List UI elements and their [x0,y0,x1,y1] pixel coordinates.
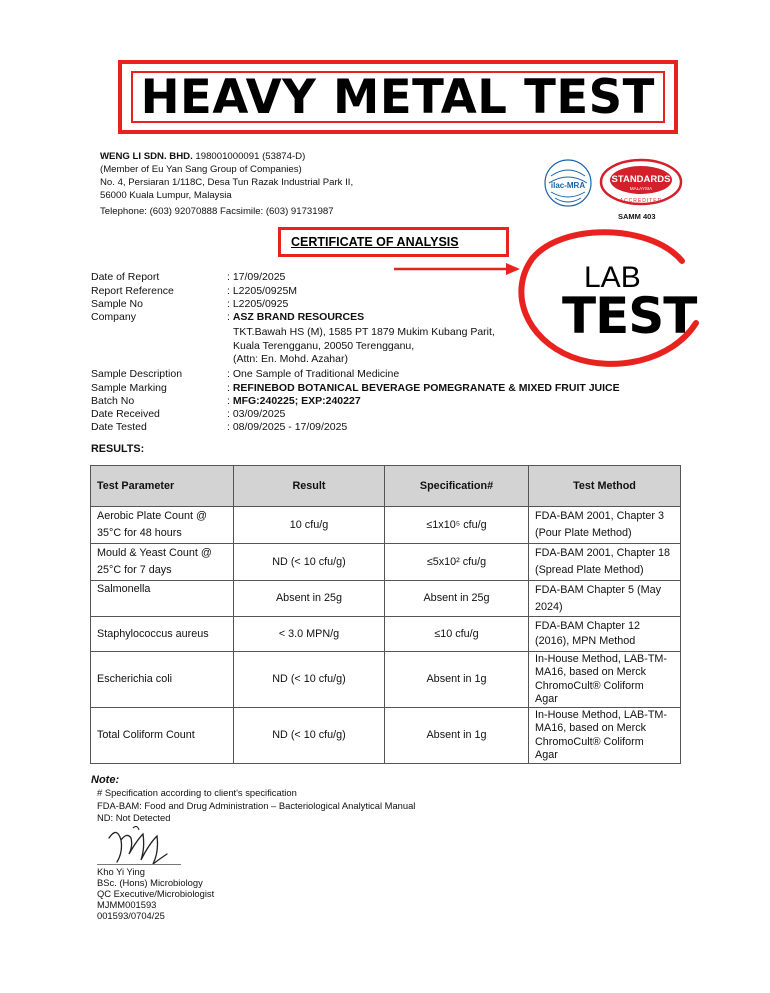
cell-text: ChromoCult® Coliform [535,679,644,692]
cell-spec: ≤5x10² cfu/g [385,544,529,581]
info-value [227,382,620,395]
results-label: RESULTS: [91,443,145,455]
info-label: Batch No [91,395,135,407]
arrow-right-icon [392,258,522,280]
lab-address-1: No. 4, Persiaran 1/118C, Desa Tun Razak Industrial Park II, [100,177,354,188]
cell-text: FDA-BAM Chapter 5 (May [535,583,661,596]
info-label: Date Received [91,408,160,420]
header-result: Result [234,466,385,507]
cell-text: 2024) [535,600,563,613]
title-banner [118,60,678,134]
cell-parameter [91,544,234,581]
certificate-title: CERTIFICATE OF ANALYSIS [291,235,459,249]
standards-malaysia-logo [598,158,684,210]
samm-number: SAMM 403 [618,212,656,221]
cell-method [529,507,681,544]
cell-text: 35°C for 48 hours [97,527,182,539]
results-table [90,465,681,764]
company-name: ASZ BRAND RESOURCES [232,311,365,323]
lab-header [100,150,353,218]
note-line: # Specification according to client's specification [97,787,297,798]
cell-text: 25°C for 7 days [97,564,172,576]
cell-method [529,708,681,764]
cell-method [529,581,681,617]
lab-registration: 198001000091 (53874-D) [192,151,306,162]
cell-text: FDA-BAM 2001, Chapter 18 [535,547,671,559]
table-row [91,581,681,617]
lab-name: WENG LI SDN. BHD. [100,151,193,162]
cell-text: (Spread Plate Method) [535,564,644,576]
cell-result: ND (< 10 cfu/g) [234,544,385,581]
standards-title: STANDARDS [611,174,671,185]
info-label: Sample Marking [91,382,167,394]
cell-result: 10 cfu/g [234,507,385,544]
info-value: : L2205/0925 [227,298,289,310]
signatory-title: QC Executive/Microbiologist [97,888,215,899]
info-label: Date Tested [91,421,147,433]
cell-method [529,617,681,652]
lab-test-stamp-test: TEST [562,287,697,345]
signatory-id-1: MJMM001593 [97,899,157,910]
cell-text: In-House Method, LAB-TM- [535,652,668,665]
info-label: Company [91,311,136,323]
title-banner-inner-border [131,71,665,123]
lab-name-line [100,150,353,163]
signatory-degree: BSc. (Hons) Microbiology [97,877,203,888]
info-colon: : [227,311,233,323]
cell-result: < 3.0 MPN/g [234,617,385,652]
cell-text: (Pour Plate Method) [535,527,632,539]
signatory-name: Kho Yi Ying [97,866,145,877]
info-colon: : [227,382,233,394]
cell-parameter [91,507,234,544]
cell-text: (2016), MPN Method [535,635,636,647]
cell-result: Absent in 25g [234,581,385,617]
company-address-line: TKT.Bawah HS (M), 1585 PT 1879 Mukim Kubang Parit, [233,326,495,338]
cell-text: MA16, based on Merck [535,722,647,734]
note-line: ND: Not Detected [97,812,171,823]
table-row [91,544,681,581]
cell-text: Agar [535,693,558,705]
signatory-id-2: 001593/0704/25 [97,910,165,921]
info-value [227,395,361,408]
sample-marking-value: REFINEBOD BOTANICAL BEVERAGE POMEGRANATE & MIXED FRUIT JUICE [232,382,620,394]
cell-result: ND (< 10 cfu/g) [234,708,385,764]
header-test-method: Test Method [529,466,681,507]
lab-address-2: 56000 Kuala Lumpur, Malaysia [100,190,232,201]
standards-sub: MALAYSIA [629,186,653,191]
table-row [91,652,681,708]
cell-spec: Absent in 1g [385,652,529,708]
cell-text: MA16, based on Merck [535,666,647,678]
lab-member: (Member of Eu Yan Sang Group of Companies) [100,164,302,175]
ilac-text: ilac-MRA [550,181,586,190]
lab-contact: Telephone: (603) 92070888 Facsimile: (603) 91731987 [100,206,334,217]
cell-spec: Absent in 1g [385,708,529,764]
note-heading: Note: [91,774,120,786]
info-label: Date of Report [91,271,160,283]
info-value: : 17/09/2025 [227,271,286,283]
cell-text: Mould & Yeast Count @ [97,547,212,559]
cell-parameter: Staphylococcus aureus [91,617,234,652]
header-test-parameter: Test Parameter [91,466,234,507]
cell-spec: Absent in 25g [385,581,529,617]
cell-text: Agar [535,749,558,761]
info-value: : L2205/0925M [227,285,298,297]
table-header-row [91,466,681,507]
header-specification: Specification# [385,466,529,507]
cell-method [529,544,681,581]
company-address-line: (Attn: En. Mohd. Azahar) [233,353,348,365]
cell-spec: ≤10 cfu/g [385,617,529,652]
cell-text: In-House Method, LAB-TM- [535,708,668,721]
cell-spec: ≤1x10⁵ cfu/g [385,507,529,544]
standards-ring: ACCREDITED [619,198,663,204]
table-row [91,507,681,544]
cell-text: FDA-BAM 2001, Chapter 3 [535,510,665,522]
info-value [227,311,364,324]
cell-parameter: Escherichia coli [91,652,234,708]
banner-title: HEAVY METAL TEST [140,69,656,125]
info-value: : 03/09/2025 [227,408,286,420]
batch-no-value: MFG:240225; EXP:240227 [232,395,361,407]
ilac-mra-logo [543,158,593,208]
cell-parameter: Salmonella [91,581,234,617]
signature-line [97,864,181,865]
table-row [91,708,681,764]
note-line: FDA-BAM: Food and Drug Administration – Bacteriological Analytical Manual [97,800,416,811]
info-colon: : [227,395,233,407]
company-address-line: Kuala Terengganu, 20050 Terengganu, [233,339,415,352]
cell-result: ND (< 10 cfu/g) [234,652,385,708]
cell-text: FDA-BAM Chapter 12 [535,620,641,632]
info-value: : One Sample of Traditional Medicine [227,368,400,380]
company-address [233,326,495,367]
info-label: Report Reference [91,285,174,297]
table-row [91,617,681,652]
lab-test-stamp-lab: LAB [584,261,641,294]
info-label: Sample No [91,298,143,310]
cell-parameter: Total Coliform Count [91,708,234,764]
cell-text: Aerobic Plate Count @ [97,510,207,522]
info-value: : 08/09/2025 - 17/09/2025 [227,421,348,433]
cell-method [529,652,681,708]
cell-text: ChromoCult® Coliform [535,735,644,748]
info-label: Sample Description [91,368,183,380]
signature-image [103,818,173,870]
